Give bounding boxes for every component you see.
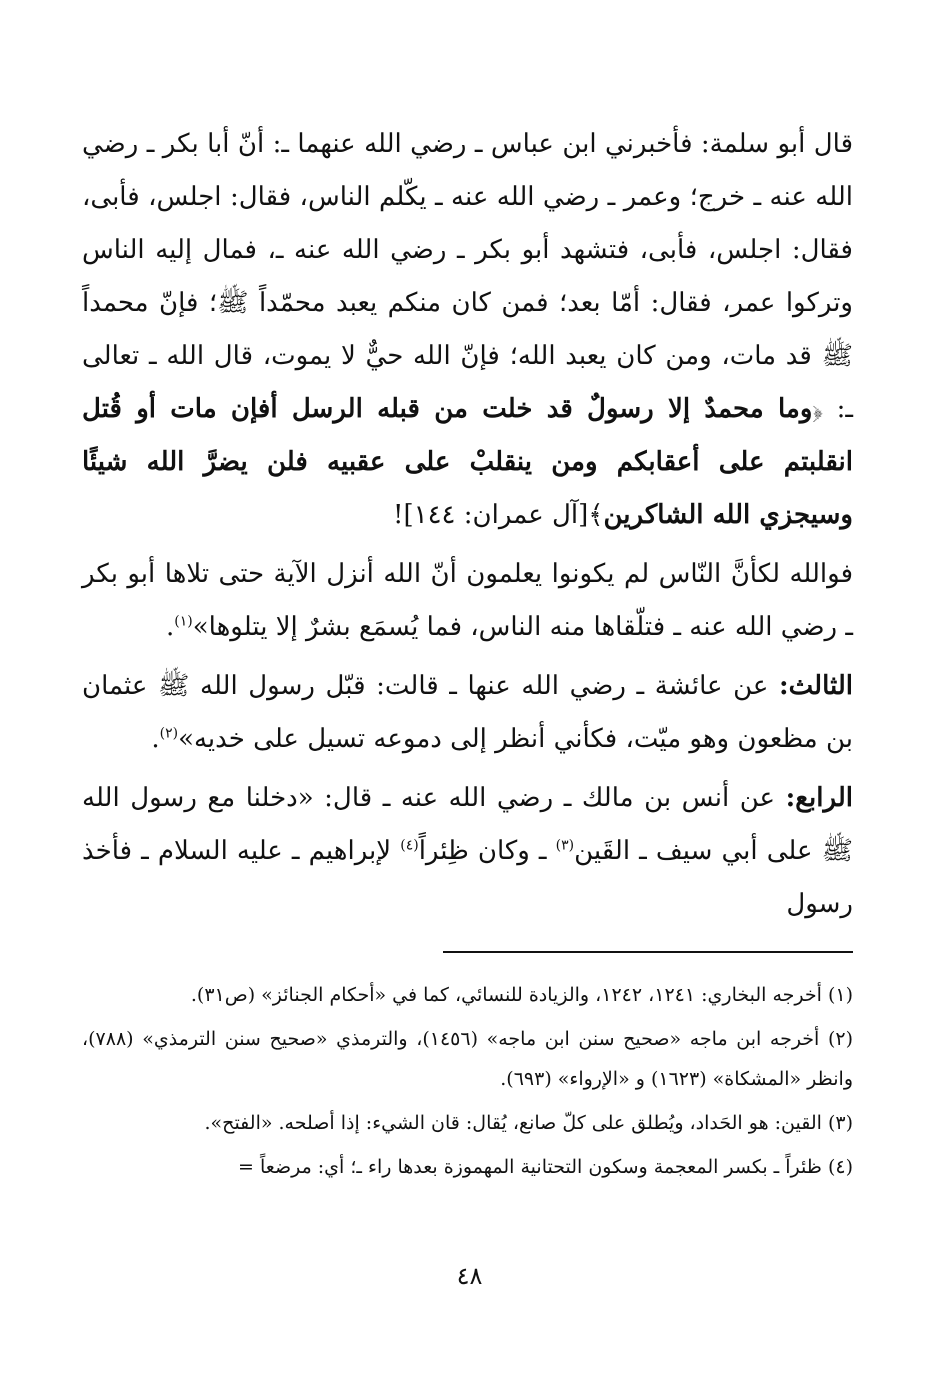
paragraph-fourth xyxy=(82,772,853,931)
quran-verse: وما محمدٌ إلا رسولٌ قد خلت من قبله الرسل أفإن مات أو قُتل انقلبتم على أعقابكم ومن ينقلبْ على عقبيه فلن يضرَّ الله شيئًا وسيجزي الله الشاكرين xyxy=(82,394,853,530)
paragraph-text: لإبراهيم ـ عليه السلام ـ فأخذ رسول xyxy=(82,836,853,919)
page-number: ٤٨ xyxy=(456,1262,483,1290)
footnote-separator xyxy=(443,951,853,953)
footnote-marker-3: (٣) xyxy=(555,837,575,854)
paragraph-end: . xyxy=(151,724,160,754)
footnote-2: (٢) أخرجه ابن ماجه «صحيح سنن ابن ماجه» (١٤٥٦)، والترمذي «صحيح سنن الترمذي» (٧٨٨)، وانظر «المشكاة» (١٦٢٣) و «الإرواء» (٦٩٣). xyxy=(82,1028,853,1090)
footnote-4: (٤) ظئراً ـ بكسر المعجمة وسكون التحتانية المهموزة بعدها راء ـ؛ أي: مرضعاً = xyxy=(238,1156,853,1178)
footnote-1: (١) أخرجه البخاري: ١٢٤١، ١٢٤٢، والزيادة للنسائي، كما في «أحكام الجنائز» (ص٣١). xyxy=(190,984,853,1006)
paragraph-end: . xyxy=(166,612,175,642)
footnote-marker-4: (٤) xyxy=(400,837,419,854)
footnote-3: (٣) القين: هو الحَداد، ويُطلق على كلّ صانع، يُقال: قان الشيء: إذا أصلحه. «الفتح». xyxy=(204,1112,853,1134)
verse-reference: ﴾[آل عمران: ١٤٤]! xyxy=(393,500,604,530)
main-text xyxy=(82,118,853,931)
paragraph-text: ـ وكان ظِئراً xyxy=(418,836,556,866)
footnotes xyxy=(82,975,853,1187)
footnote-marker-1: (١) xyxy=(174,613,193,630)
footnote-marker-2: (٢) xyxy=(159,725,179,742)
paragraph-text: فوالله لكأنَّ النّاس لم يكونوا يعلمون أنّ الله أنزل الآية حتى تلاها أبو بكر ـ رضي الله عنه ـ فتلّقاها منه الناس، فما يُسمَع بشرٌ إلا يتلوها» xyxy=(82,559,853,642)
paragraph-text: عن أنس بن مالك ـ رضي الله عنه ـ قال: «دخلنا مع رسول الله ﷺ على أبي سيف ـ القَين xyxy=(82,783,853,866)
section-label-fourth: الرابع: xyxy=(785,783,853,813)
book-page xyxy=(82,118,853,1379)
paragraph-text: قال أبو سلمة: فأخبرني ابن عباس ـ رضي الله عنهما ـ: أنّ أبا بكر ـ رضي الله عنه ـ خرج؛ وعمر ـ رضي الله عنه ـ يكّلم الناس، فقال: اجلس، فأبى، فقال: اجلس، فأبى، فتشهد أبو بكر ـ رضي الله عنه ـ، فمال إليه الناس وتركوا عمر، فقال: أمّا بعد؛ فمن كان منكم يعبد محمّداً ﷺ؛ فإنّ محمداً ﷺ قد مات، ومن كان يعبد الله؛ فإنّ الله حيٌّ لا يموت، قال الله ـ تعالى ـ: ﴿ xyxy=(82,129,853,424)
paragraph-third xyxy=(82,660,853,766)
paragraph-text: عن عائشة ـ رضي الله عنها ـ قالت: قبّل رسول الله ﷺ عثمان بن مظعون وهو ميّت، فكأني أنظر إلى دموعه تسيل على خديه» xyxy=(82,671,853,754)
paragraph-abu-salama xyxy=(82,118,853,542)
paragraph-wallahi xyxy=(82,548,853,654)
section-label-third: الثالث: xyxy=(779,671,853,701)
